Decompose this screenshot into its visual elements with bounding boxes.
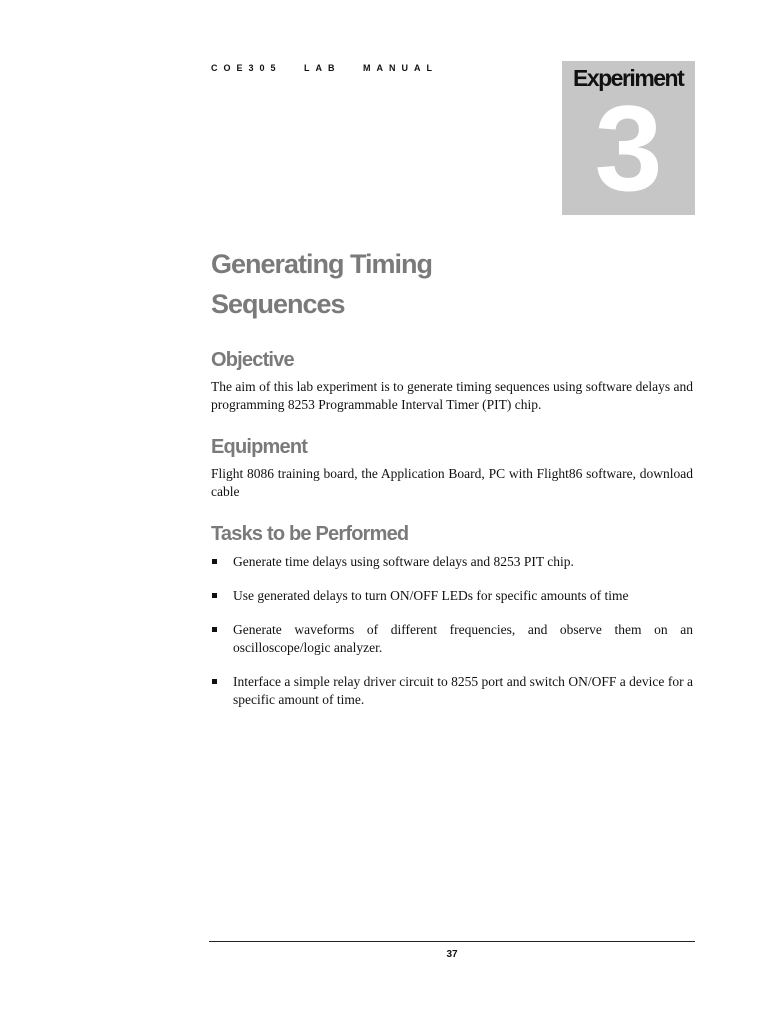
page-number: 37 (446, 949, 458, 960)
equipment-text: Flight 8086 training board, the Application Board, PC with Flight86 software, download cable (211, 466, 693, 499)
equipment-heading: Equipment (211, 436, 308, 458)
task-list (211, 553, 693, 709)
square-bullet-icon (212, 679, 217, 684)
tasks-heading: Tasks to be Performed (211, 523, 409, 545)
objective-heading: Objective (211, 349, 294, 371)
page-title-line-1: Generating Timing (211, 249, 433, 279)
objective-text: The aim of this lab experiment is to generate timing sequences using software delays and programming 8253 Programmable Interval Timer (PIT) chip. (211, 379, 693, 412)
page-content (211, 244, 693, 725)
footer-divider (209, 941, 695, 942)
page-title-line-2: Sequences (211, 289, 345, 319)
square-bullet-icon (212, 593, 217, 598)
task-text: Generate time delays using software delays and 8253 PIT chip. (233, 554, 574, 569)
square-bullet-icon (212, 559, 217, 564)
experiment-badge (562, 61, 695, 215)
task-text: Interface a simple relay driver circuit to 8255 port and switch ON/OFF a device for a specific amount of time. (233, 674, 693, 707)
list-item (211, 553, 693, 571)
list-item (211, 587, 693, 605)
square-bullet-icon (212, 627, 217, 632)
page-title (211, 244, 511, 324)
running-header: COE305 LAB MANUAL (211, 63, 439, 73)
experiment-label: Experiment (573, 65, 684, 91)
list-item (211, 621, 693, 657)
list-item (211, 673, 693, 709)
task-text: Generate waveforms of different frequencies, and observe them on an oscilloscope/logic analyzer. (233, 622, 693, 655)
experiment-number: 3 (594, 80, 663, 216)
task-text: Use generated delays to turn ON/OFF LEDs for specific amounts of time (233, 588, 629, 603)
